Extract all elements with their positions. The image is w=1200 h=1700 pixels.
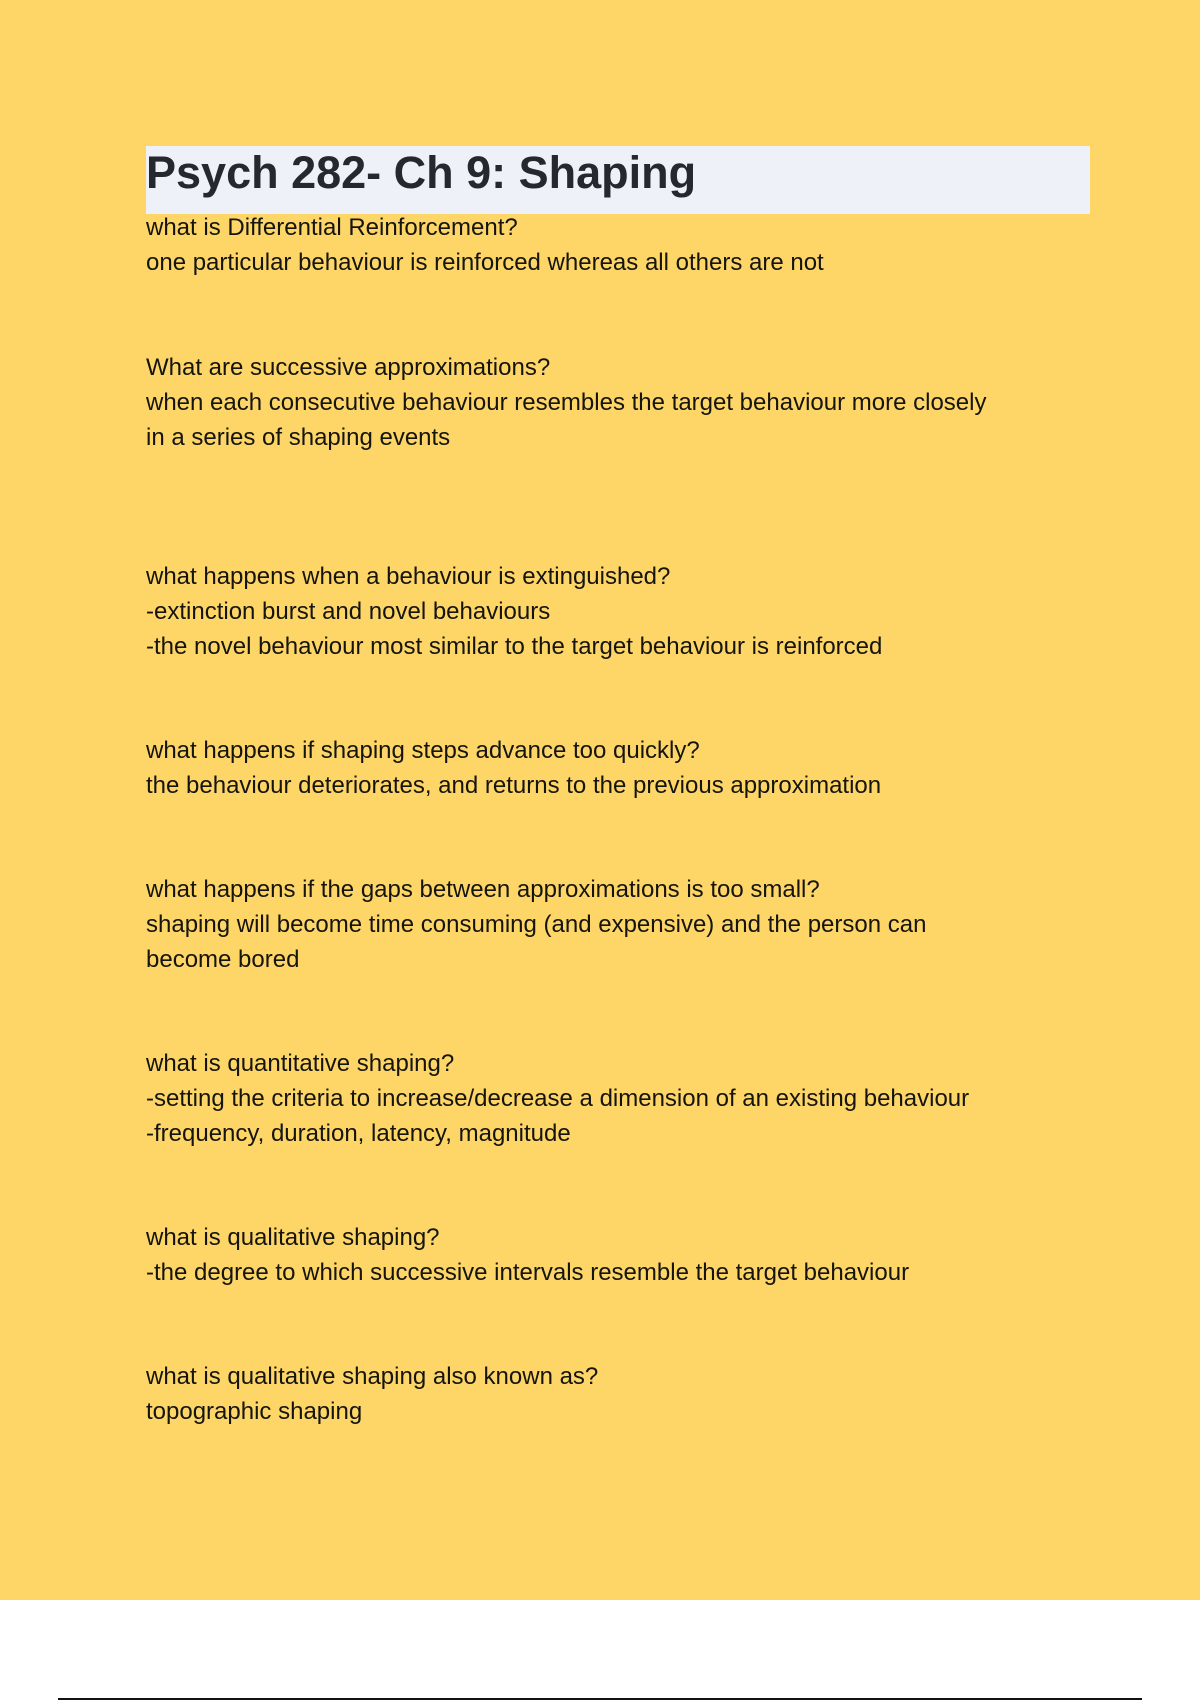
card-steps-too-quick [146, 733, 1086, 803]
card-differential-reinforcement [146, 210, 1086, 280]
card-question: what is qualitative shaping also known as? [146, 1363, 599, 1390]
card-question: what is Differential Reinforcement? [146, 214, 518, 241]
card-answer-line: -the novel behaviour most similar to the target behaviour is reinforced [146, 633, 883, 660]
card-successive-approximations [146, 350, 1086, 455]
card-answer-line: -extinction burst and novel behaviours [146, 598, 551, 625]
card-answer-line: shaping will become time consuming (and expensive) and the person can [146, 911, 927, 938]
card-quantitative-shaping [146, 1046, 1086, 1151]
card-gaps-too-small [146, 872, 1086, 977]
card-answer-line: -setting the criteria to increase/decrease a dimension of an existing behaviour [146, 1085, 970, 1112]
card-answer-line: in a series of shaping events [146, 424, 451, 451]
card-answer-line: become bored [146, 946, 300, 973]
page-title: Psych 282- Ch 9: Shaping [146, 147, 697, 198]
card-answer-line: -frequency, duration, latency, magnitude [146, 1120, 571, 1147]
card-qualitative-shaping [146, 1220, 1086, 1290]
card-extinction [146, 559, 1086, 664]
card-question: what is quantitative shaping? [146, 1050, 455, 1077]
card-question: what happens if the gaps between approximations is too small? [146, 876, 820, 903]
title-banner [146, 146, 1090, 214]
card-answer-line: the behaviour deteriorates, and returns to the previous approximation [146, 772, 882, 799]
card-answer-line: -the degree to which successive intervals resemble the target behaviour [146, 1259, 910, 1286]
card-question: what happens if shaping steps advance too quickly? [146, 737, 700, 764]
card-qualitative-aka [146, 1359, 1086, 1429]
card-answer-line: topographic shaping [146, 1398, 363, 1425]
card-question: What are successive approximations? [146, 354, 551, 381]
card-question: what happens when a behaviour is extinguished? [146, 563, 671, 590]
card-answer-line: one particular behaviour is reinforced whereas all others are not [146, 249, 824, 276]
card-answer-line: when each consecutive behaviour resembles the target behaviour more closely [146, 389, 987, 416]
card-question: what is qualitative shaping? [146, 1224, 440, 1251]
